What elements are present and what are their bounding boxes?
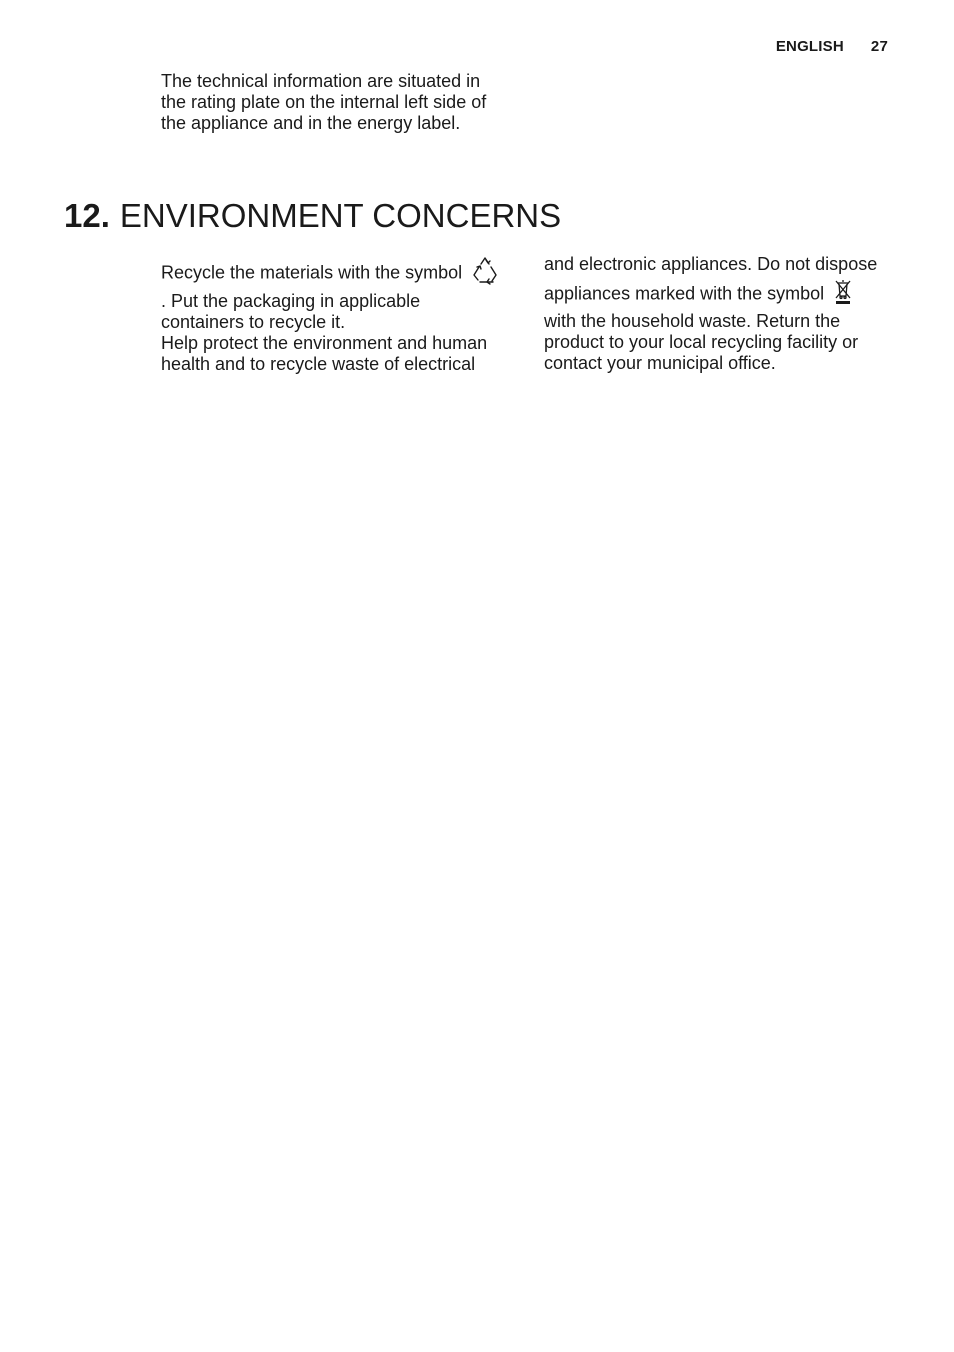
text-line: and electronic appliances. Do not dispose bbox=[544, 254, 878, 274]
text-line: . Put the packaging in applicable bbox=[161, 291, 421, 311]
recycle-icon bbox=[471, 256, 499, 291]
recycle-sentence: Recycle the materials with the symbol bbox=[161, 262, 463, 283]
text-line: health and to recycle waste of electrical bbox=[161, 354, 476, 374]
section-title-text: ENVIRONMENT CONCERNS bbox=[119, 197, 562, 234]
text-line: contact your municipal office. bbox=[544, 353, 776, 373]
page-header bbox=[776, 38, 888, 55]
text-line: with the household waste. Return the bbox=[544, 311, 841, 331]
right-column bbox=[544, 254, 904, 374]
crossed-out-bin-icon bbox=[833, 278, 853, 311]
text-line: containers to recycle it. bbox=[161, 312, 346, 332]
intro-paragraph bbox=[161, 71, 521, 134]
text-line: Help protect the environment and human bbox=[161, 333, 488, 353]
page-number: 27 bbox=[870, 38, 888, 55]
language-label: ENGLISH bbox=[775, 38, 844, 55]
intro-line: the appliance and in the energy label. bbox=[161, 113, 461, 133]
text-line bbox=[544, 278, 904, 311]
section-number: 12. bbox=[64, 197, 110, 234]
weee-sentence: appliances marked with the symbol bbox=[544, 283, 825, 304]
intro-line: the rating plate on the internal left side of bbox=[161, 92, 487, 112]
left-column bbox=[161, 256, 521, 375]
text-line: product to your local recycling facility or bbox=[544, 332, 859, 352]
text-line bbox=[161, 256, 521, 291]
section-heading bbox=[64, 196, 561, 236]
intro-line: The technical information are situated in bbox=[161, 71, 481, 91]
